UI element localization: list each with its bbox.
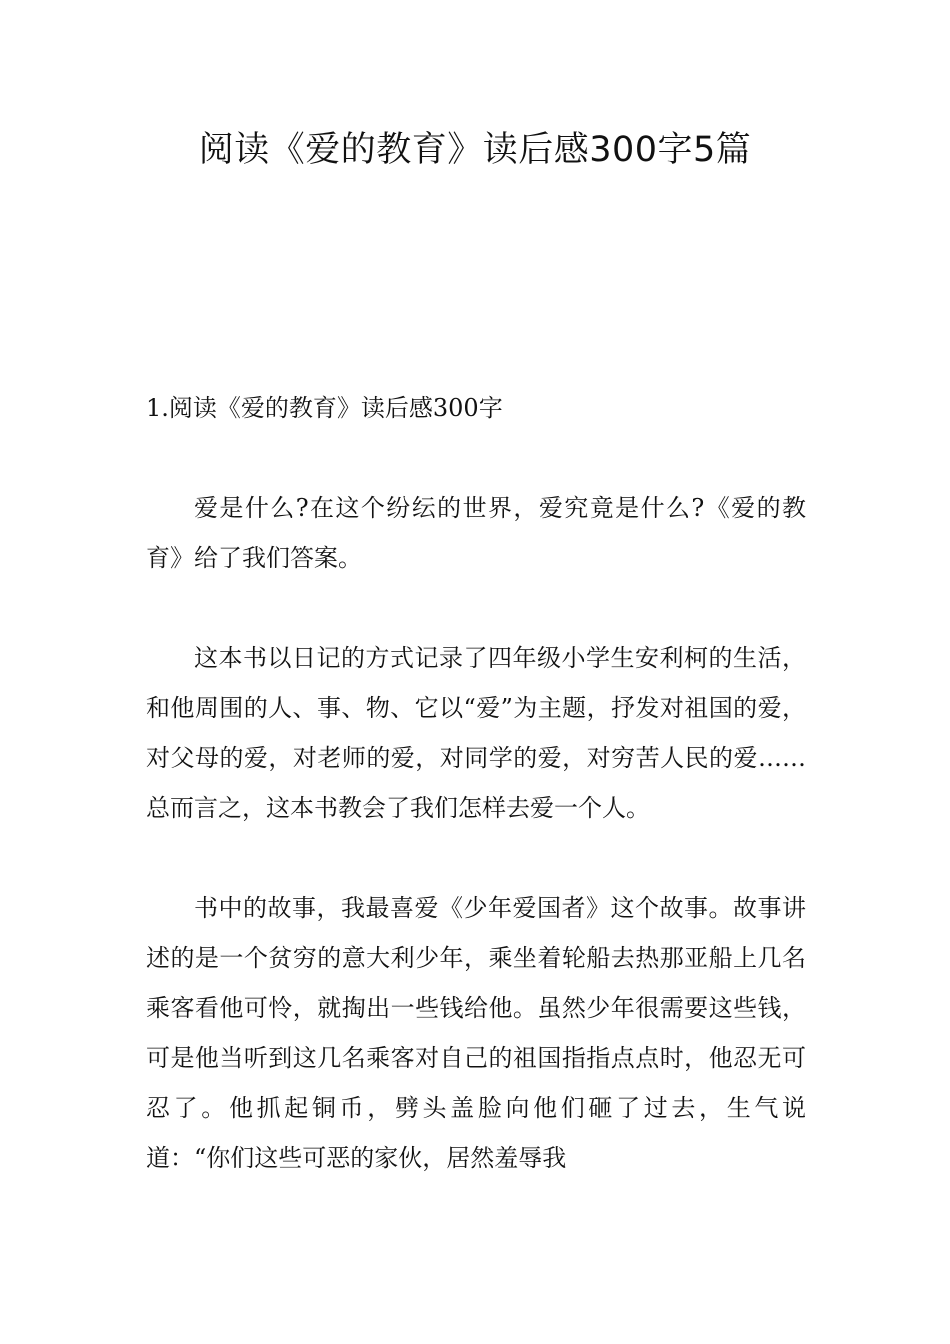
document-title: 阅读《爱的教育》读后感300字5篇 — [198, 130, 752, 170]
paragraph: 书中的故事，我最喜爱《少年爱国者》这个故事。故事讲述的是一个贫穷的意大利少年，乘坐着轮船去热那亚船上几名乘客看他可怜，就掏出一些钱给他。虽然少年很需要这些钱，可是他当听到这几名乘客对自己的祖国指指点点时，他忍无可忍了。他抓起铜币，劈头盖脸向他们砸了过去，生气说道：“你们这些可恶的家伙，居然羞辱我 — [146, 894, 806, 1172]
document-body — [146, 383, 806, 1183]
paragraph: 爱是什么?在这个纷纭的世界，爱究竟是什么?《爱的教育》给了我们答案。 — [146, 494, 806, 572]
paragraph: 这本书以日记的方式记录了四年级小学生安利柯的生活，和他周围的人、事、物、它以“爱”为主题，抒发对祖国的爱，对父母的爱，对老师的爱，对同学的爱，对穷苦人民的爱……总而言之，这本书教会了我们怎样去爱一个人。 — [146, 644, 806, 822]
section-heading: 1.阅读《爱的教育》读后感300字 — [146, 394, 503, 422]
